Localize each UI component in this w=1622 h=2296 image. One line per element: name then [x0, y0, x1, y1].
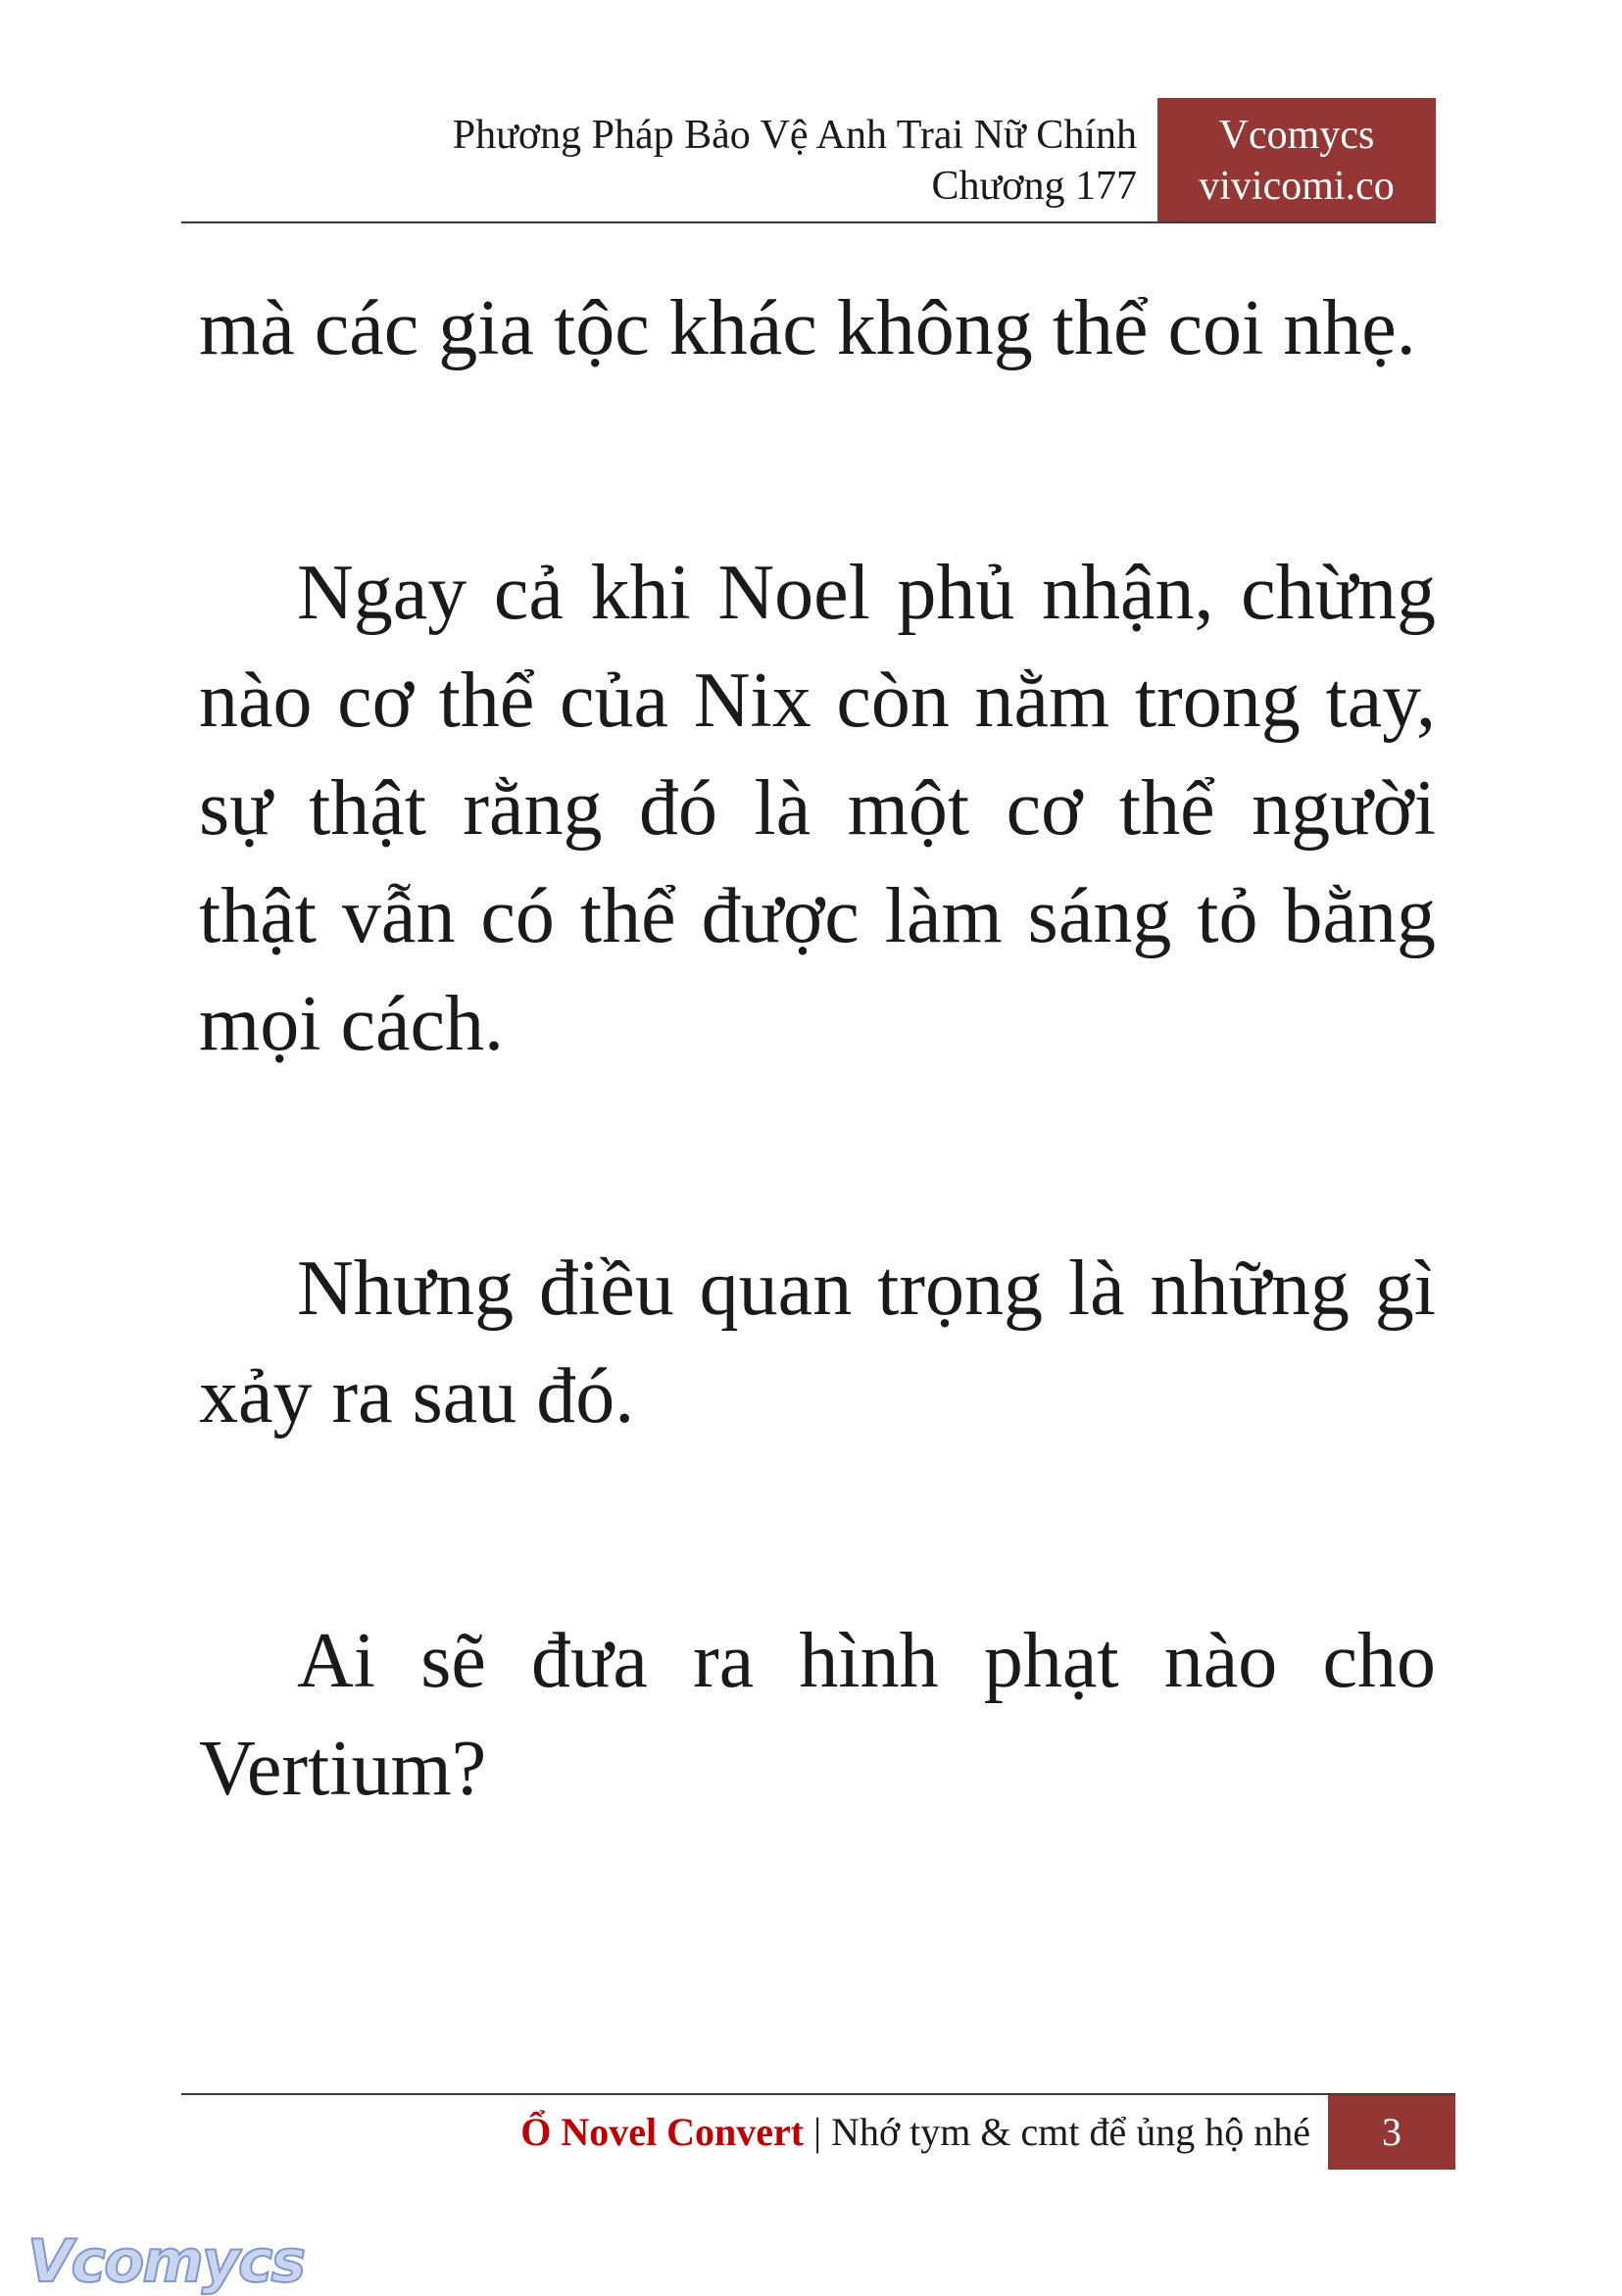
- badge-site-url: vivicomi.co: [1199, 164, 1395, 209]
- badge-site-name: Vcomycs: [1218, 113, 1375, 158]
- header-titles: [453, 110, 1137, 212]
- footer-message: Nhớ tym & cmt để ủng hộ nhé: [831, 2110, 1310, 2154]
- footer-separator: |: [813, 2110, 822, 2154]
- footer-brand[interactable]: Ổ Novel Convert: [520, 2110, 805, 2154]
- paragraph: Nhưng điều quan trọng là những gì xảy ra sau đó.: [199, 1246, 1436, 1440]
- page-footer: [181, 2093, 1455, 2170]
- chapter-label: Chương 177: [931, 164, 1137, 209]
- book-title: Phương Pháp Bảo Vệ Anh Trai Nữ Chính: [452, 113, 1137, 158]
- chapter-text: [199, 274, 1436, 1823]
- paragraph: Ai sẽ đưa ra hình phạt nào cho Vertium?: [199, 1618, 1436, 1812]
- footer-text: [520, 2109, 1310, 2156]
- page-number: 3: [1328, 2095, 1455, 2170]
- paragraph: Ngay cả khi Noel phủ nhận, chừng nào cơ thể của Nix còn nằm trong tay, sự thật rằng đó là một cơ thể người thật vẫn có thể được làm sáng tỏ bằng mọi cách.: [199, 550, 1436, 1067]
- page-header: [181, 98, 1436, 223]
- site-badge[interactable]: [1157, 98, 1436, 221]
- watermark-logo: Vcomycs: [27, 2227, 305, 2296]
- paragraph: mà các gia tộc khác không thể coi nhẹ.: [199, 285, 1416, 371]
